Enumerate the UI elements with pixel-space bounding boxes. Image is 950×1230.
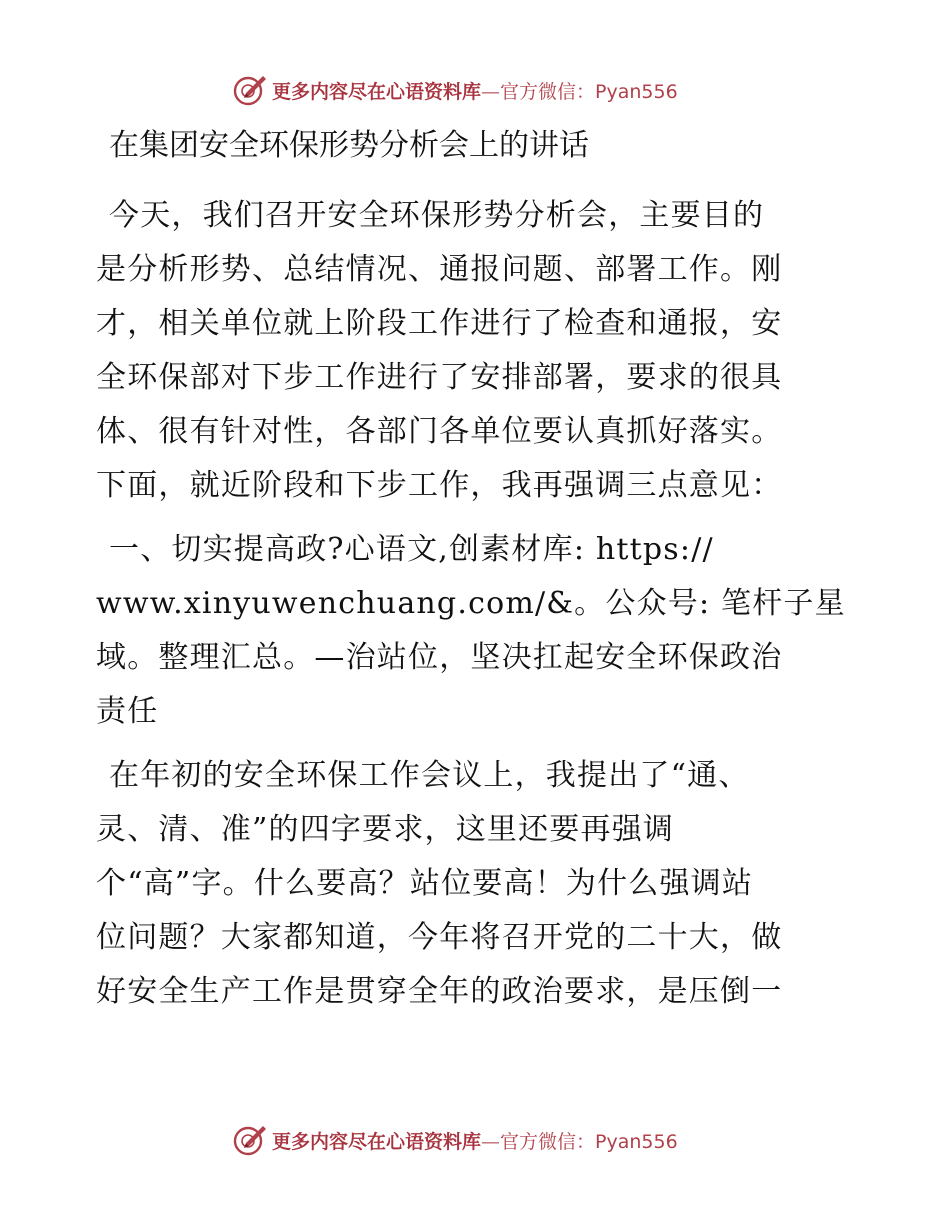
text-line: 位问题？大家都知道，今年将召开党的二十大，做 [96, 920, 783, 955]
document-body [96, 124, 856, 1029]
watermark-official: 官方微信： [500, 80, 596, 103]
paragraph-section-one [96, 523, 856, 739]
text-line: 灵、清、准”的四字要求，这里还要再强调 [96, 812, 675, 847]
text-line: 今天，我们召开安全环保形势分析会，主要目的 [109, 198, 765, 233]
watermark-separator: — [481, 80, 501, 103]
watermark-brand: 更多内容尽在心语资料库 [272, 1130, 482, 1153]
pen-logo-icon [232, 72, 268, 108]
paragraph-body [96, 749, 856, 1019]
footer-watermark [232, 1120, 752, 1160]
header-watermark [232, 70, 752, 110]
watermark-text [272, 1127, 678, 1154]
watermark-separator: — [481, 1130, 501, 1153]
text-line: 一、切实提高政?心语文,创素材库: https:// [109, 532, 714, 567]
text-line: 体、很有针对性，各部门各单位要认真抓好落实。 [96, 414, 783, 449]
text-line: 责任 [96, 694, 159, 729]
text-line: 在年初的安全环保工作会议上，我提出了“通、 [109, 758, 750, 793]
text-line: 域。整理汇总。—治站位，坚决扛起安全环保政治 [96, 640, 783, 675]
watermark-text [272, 77, 678, 104]
text-line: 全环保部对下步工作进行了安排部署，要求的很具 [96, 360, 783, 395]
document-title: 在集团安全环保形势分析会上的讲话 [109, 128, 589, 163]
text-line: www.xinyuwenchuang.com/&。公众号: 笔杆子星 [96, 586, 846, 621]
watermark-brand: 更多内容尽在心语资料库 [272, 80, 482, 103]
watermark-id: Pyan556 [595, 80, 678, 103]
paragraph-intro [96, 189, 856, 513]
watermark-id: Pyan556 [595, 1130, 678, 1153]
text-line: 才，相关单位就上阶段工作进行了检查和通报，安 [96, 306, 783, 341]
text-line: 下面，就近阶段和下步工作，我再强调三点意见： [96, 468, 783, 503]
pen-logo-icon [232, 1122, 268, 1158]
text-line: 个“高”字。什么要高？站位要高！为什么强调站 [96, 866, 754, 901]
watermark-official: 官方微信： [500, 1130, 596, 1153]
text-line: 好安全生产工作是贯穿全年的政治要求，是压倒一 [96, 974, 783, 1009]
text-line: 是分析形势、总结情况、通报问题、部署工作。刚 [96, 252, 783, 287]
